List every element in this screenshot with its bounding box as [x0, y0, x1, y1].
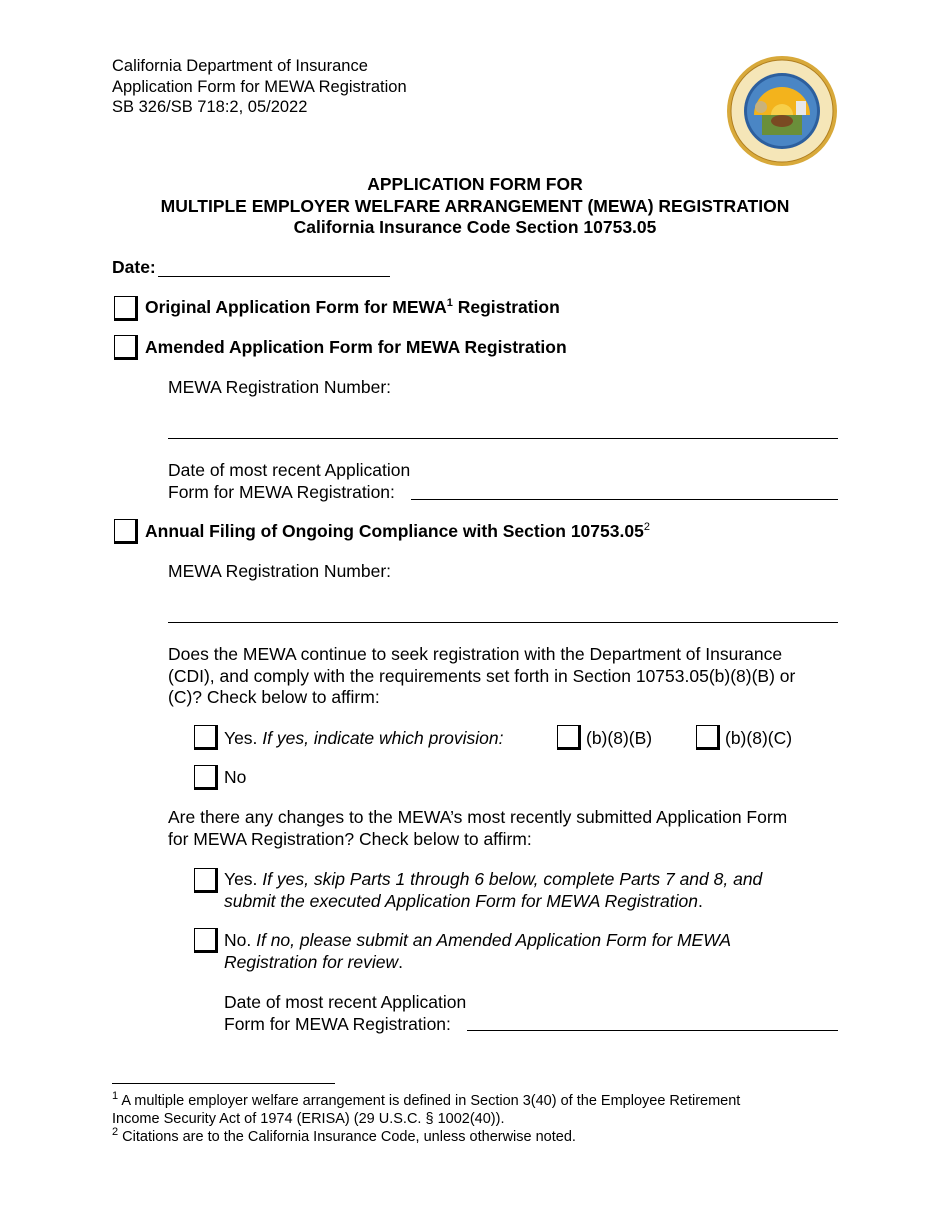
- question-changes: Are there any changes to the MEWA’s most recently submitted Application Form for MEWA Registration? Check below to affirm:: [168, 807, 788, 849]
- annual-reg-number-input-line[interactable]: [168, 622, 838, 623]
- amended-reg-number-label: MEWA Registration Number:: [168, 377, 392, 397]
- annual-reg-number-label: MEWA Registration Number:: [168, 561, 392, 581]
- footnote-ref-1: 1: [446, 297, 453, 310]
- q2-yes-label: Yes. If yes, skip Parts 1 through 6 below, complete Parts 7 and 8, and submit the executed Application Form for MEWA Registration.: [224, 869, 763, 911]
- question-continue-registration: Does the MEWA continue to seek registration with the Department of Insurance (CDI), and comply with the requirements set forth in Section 10753.05(b)(8)(B) or (C)? Check below to affirm:: [168, 644, 796, 707]
- q1-option-b8c-checkbox[interactable]: [696, 725, 720, 750]
- header-form-name: Application Form for MEWA Registration: [112, 77, 407, 96]
- q2-no-checkbox[interactable]: [194, 928, 218, 953]
- q1-no-label: No: [224, 767, 247, 787]
- amended-recent-date-label: Date of most recent Application Form for MEWA Registration:: [168, 460, 411, 502]
- footnote-ref-2: 2: [643, 521, 650, 534]
- california-insurance-commissioner-seal-icon: [726, 55, 838, 167]
- q1-option-b8c-label: (b)(8)(C): [725, 728, 793, 748]
- annual-filing-label: Annual Filing of Ongoing Compliance with Section 10753.05$^2$: [145, 521, 650, 541]
- title-line-1: APPLICATION FORM FOR: [367, 174, 583, 194]
- footnote-separator: [112, 1083, 335, 1084]
- q1-no-checkbox[interactable]: [194, 765, 218, 790]
- annual-recent-date-label: Date of most recent Application Form for MEWA Registration:: [224, 992, 467, 1034]
- q1-option-b8b-label: (b)(8)(B): [586, 728, 653, 748]
- footnote-1: $^1$ A multiple employer welfare arrangement is defined in Section 3(40) of the Employee Retirement Income Security Act of 1974 (ERISA) (29 U.S.C. § 1002(40)).: [112, 1090, 741, 1127]
- q2-yes-checkbox[interactable]: [194, 868, 218, 893]
- q2-no-label: No. If no, please submit an Amended Application Form for MEWA Registration for review.: [224, 930, 732, 972]
- amended-recent-date-input-line[interactable]: [411, 499, 838, 500]
- header-department: California Department of Insurance: [112, 57, 368, 75]
- date-label: Date:: [112, 257, 156, 277]
- document-header: [112, 56, 407, 118]
- header-form-code: SB 326/SB 718:2, 05/2022: [112, 98, 308, 116]
- form-title: [0, 174, 950, 239]
- footnote-2: $^2$ Citations are to the California Insurance Code, unless otherwise noted.: [112, 1126, 576, 1145]
- annual-recent-date-input-line[interactable]: [467, 1030, 838, 1031]
- original-application-label: Original Application Form for MEWA$^1$ Registration: [145, 297, 560, 317]
- q1-option-b8b-checkbox[interactable]: [557, 725, 581, 750]
- amended-application-checkbox[interactable]: [114, 335, 138, 360]
- title-line-2: MULTIPLE EMPLOYER WELFARE ARRANGEMENT (MEWA) REGISTRATION: [160, 195, 790, 216]
- date-input-line[interactable]: [158, 276, 390, 277]
- title-line-3: California Insurance Code Section 10753.05: [293, 217, 657, 237]
- q1-yes-label: Yes. If yes, indicate which provision:: [224, 728, 504, 748]
- q1-yes-checkbox[interactable]: [194, 725, 218, 750]
- amended-application-label: Amended Application Form for MEWA Registration: [145, 337, 567, 357]
- amended-reg-number-input-line[interactable]: [168, 438, 838, 439]
- original-application-checkbox[interactable]: [114, 296, 138, 321]
- annual-filing-checkbox[interactable]: [114, 519, 138, 544]
